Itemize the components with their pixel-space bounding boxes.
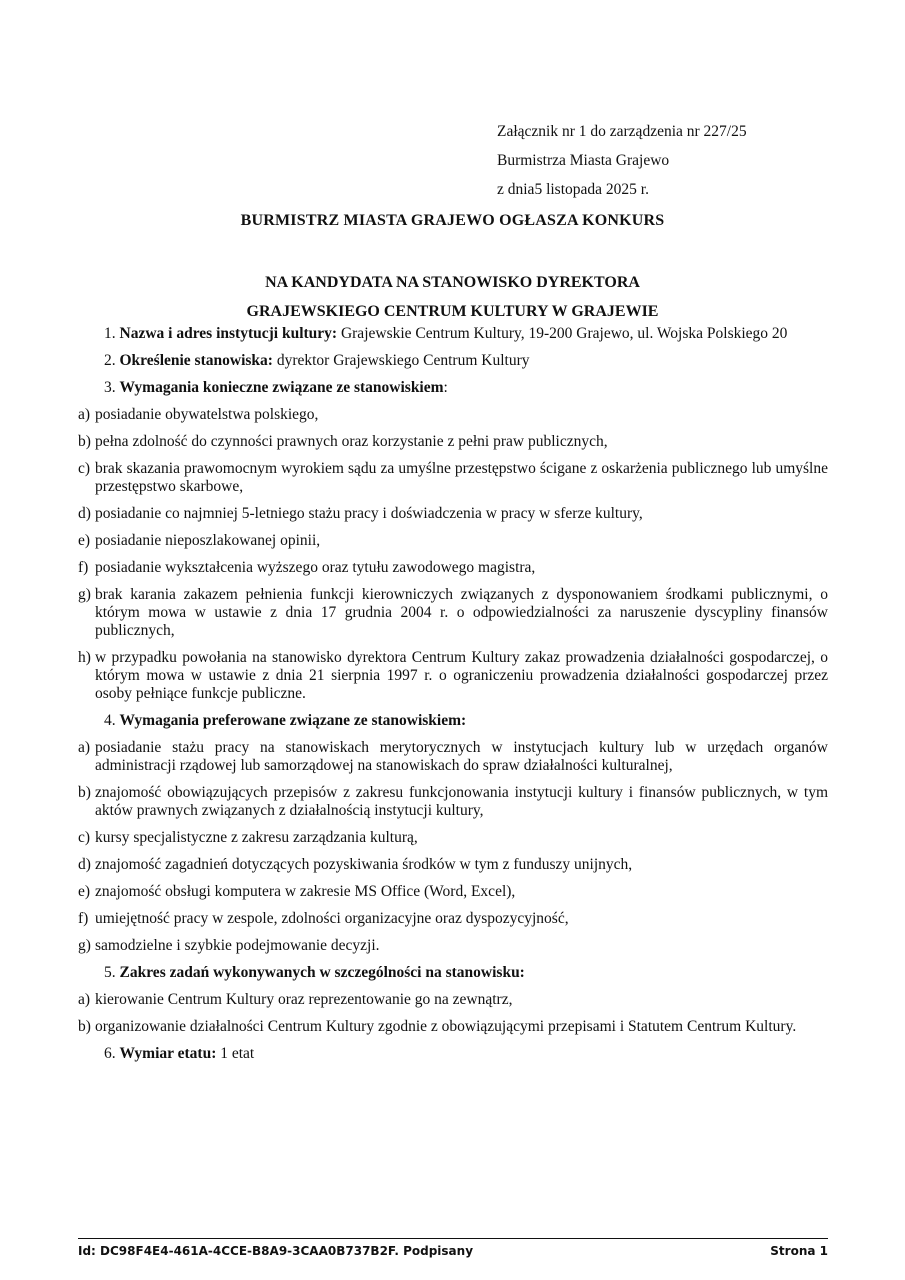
page-number: Strona 1	[770, 1244, 828, 1258]
list-item: b) pełna zdolność do czynności prawnych oraz korzystanie z pełni praw publicznych,	[78, 433, 608, 450]
header-line: Burmistrza Miasta Grajewo	[497, 152, 670, 169]
section-3: 3. Wymagania konieczne związane ze stanowiskiem:	[104, 379, 448, 396]
list-item: c) brak skazania prawomocnym wyrokiem sądu za umyślne przestępstwo ścigane z oskarżenia publicznego lub umyślne przestępstwo skarbowe,	[78, 460, 828, 495]
section-2: 2. Określenie stanowiska: dyrektor Grajewskiego Centrum Kultury	[104, 352, 530, 369]
document-title: BURMISTRZ MIASTA GRAJEWO OGŁASZA KONKURS	[240, 212, 665, 229]
list-item: f) umiejętność pracy w zespole, zdolności organizacyjne oraz dyspozycyjność,	[78, 910, 569, 927]
list-item: b) organizowanie działalności Centrum Kultury zgodnie z obowiązującymi przepisami i Statutem Centrum Kultury.	[78, 1018, 797, 1035]
list-item: a) kierowanie Centrum Kultury oraz reprezentowanie go na zewnątrz,	[78, 991, 513, 1008]
list-item: c) kursy specjalistyczne z zakresu zarządzania kulturą,	[78, 829, 418, 846]
list-item: d) posiadanie co najmniej 5-letniego stażu pracy i doświadczenia w pracy w sferze kultury,	[78, 505, 643, 522]
page-footer	[78, 1238, 828, 1258]
document-body	[78, 325, 828, 1072]
header-line: Załącznik nr 1 do zarządzenia nr 227/25	[497, 123, 747, 140]
list-item: d) znajomość zagadnień dotyczących pozyskiwania środków w tym z funduszy unijnych,	[78, 856, 633, 873]
document-id: Id: DC98F4E4-461A-4CCE-B8A9-3CAA0B737B2F. Podpisany	[78, 1244, 474, 1258]
document-subtitle: NA KANDYDATA NA STANOWISKO DYREKTORA GRAJEWSKIEGO CENTRUM KULTURY W GRAJEWIE	[246, 274, 659, 320]
list-item: a) posiadanie obywatelstwa polskiego,	[78, 406, 319, 423]
list-item: g) brak karania zakazem pełnienia funkcji kierowniczych związanych z dysponowaniem środkami publicznymi, o którym mowa w ustawie z dnia 17 grudnia 2004 r. o odpowiedzialności za naruszenie dyscypliny finansów publicznych,	[78, 586, 828, 639]
list-item: g) samodzielne i szybkie podejmowanie decyzji.	[78, 937, 380, 954]
section-6: 6. Wymiar etatu: 1 etat	[104, 1045, 255, 1062]
list-item: e) posiadanie nieposzlakowanej opinii,	[78, 532, 321, 549]
section-5: 5. Zakres zadań wykonywanych w szczególności na stanowisku:	[104, 964, 525, 981]
header-line: z dnia5 listopada 2025 r.	[497, 181, 649, 198]
section-4: 4. Wymagania preferowane związane ze stanowiskiem:	[104, 712, 467, 729]
list-item: h) w przypadku powołania na stanowisko dyrektora Centrum Kultury zakaz prowadzenia działalności gospodarczej, o którym mowa w ustawie z dnia 21 sierpnia 1997 r. o ograniczeniu prowadzenia działalności gospodarczej przez osoby pełniące funkcje publiczne.	[78, 649, 828, 702]
list-item: e) znajomość obsługi komputera w zakresie MS Office (Word, Excel),	[78, 883, 516, 900]
attachment-header	[497, 117, 747, 204]
list-item: f) posiadanie wykształcenia wyższego oraz tytułu zawodowego magistra,	[78, 559, 536, 576]
list-item: b) znajomość obowiązujących przepisów z zakresu funkcjonowania instytucji kultury i finansów publicznych, w tym aktów prawnych związanych z działalnością instytucji kultury,	[78, 784, 828, 819]
section-1: 1. Nazwa i adres instytucji kultury: Grajewskie Centrum Kultury, 19-200 Grajewo, ul. Wojska Polskiego 20	[104, 325, 788, 342]
list-item: a) posiadanie stażu pracy na stanowiskach merytorycznych w instytucjach kultury lub w urzędach organów administracji rządowej lub samorządowej na stanowiskach do spraw działalności kulturalnej,	[78, 739, 828, 774]
